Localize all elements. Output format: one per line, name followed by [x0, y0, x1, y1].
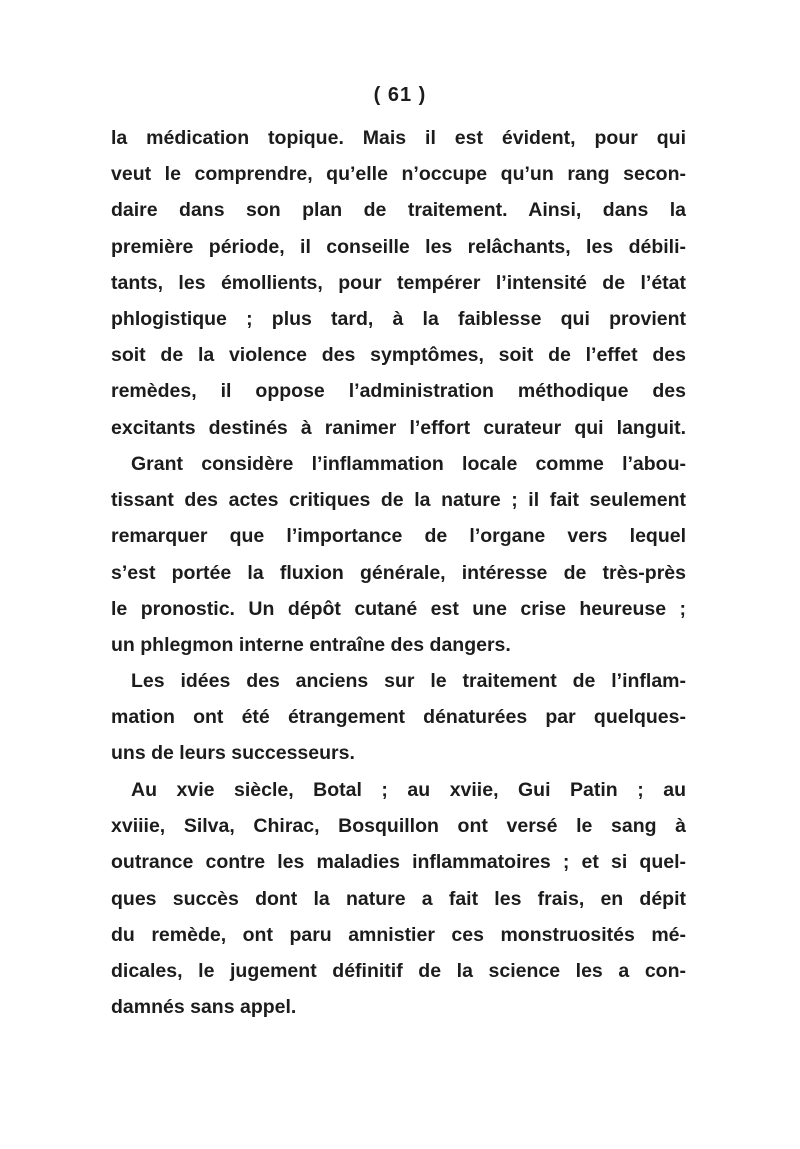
page-number: ( 61 )	[373, 84, 427, 106]
text-line: veut le comprendre, qu’elle n’occupe qu’un rang secon-	[111, 163, 686, 186]
text-line: s’est portée la fluxion générale, intéresse de très-près	[111, 561, 686, 584]
text-line: mation ont été étrangement dénaturées par quelques-	[111, 706, 686, 729]
text-line: outrance contre les maladies inflammatoires ; et si quel-	[111, 851, 686, 874]
paragraph-4	[111, 772, 686, 1025]
text-line: ques succès dont la nature a fait les frais, en dépit	[111, 887, 686, 910]
text-line: soit de la violence des symptômes, soit de l’effet des	[111, 344, 686, 367]
text-line: remèdes, il oppose l’administration méthodique des	[111, 380, 686, 403]
paragraph-2	[111, 446, 686, 663]
text-line: Grant considère l’inflammation locale comme l’abou-	[131, 453, 686, 475]
paragraph-1	[111, 120, 686, 446]
text-line: Les idées des anciens sur le traitement de l’inflam-	[131, 670, 686, 692]
text-line: le pronostic. Un dépôt cutané est une crise heureuse ;	[111, 597, 686, 620]
text-line: uns de leurs successeurs.	[111, 742, 355, 765]
text-line: Au xvie siècle, Botal ; au xviie, Gui Patin ; au	[131, 779, 686, 801]
text-line: damnés sans appel.	[111, 996, 297, 1019]
text-line: du remède, ont paru amnistier ces monstruosités mé-	[111, 923, 686, 946]
text-line: dicales, le jugement définitif de la science les a con-	[111, 959, 686, 982]
text-line: tissant des actes critiques de la nature ; il fait seulement	[111, 489, 686, 512]
text-line: daire dans son plan de traitement. Ainsi, dans la	[111, 199, 686, 222]
text-line: excitants destinés à ranimer l’effort curateur qui languit.	[111, 416, 686, 439]
text-line: xviiie, Silva, Chirac, Bosquillon ont versé le sang à	[111, 815, 686, 838]
text-line: remarquer que l’importance de l’organe vers lequel	[111, 525, 686, 548]
paragraph-3	[111, 663, 686, 772]
text-line: la médication topique. Mais il est évident, pour qui	[111, 127, 686, 149]
text-line: phlogistique ; plus tard, à la faiblesse qui provient	[111, 307, 686, 330]
text-line: première période, il conseille les relâchants, les débili-	[111, 235, 686, 258]
text-line: un phlegmon interne entraîne des dangers.	[111, 633, 511, 656]
text-line: tants, les émollients, pour tempérer l’intensité de l’état	[111, 271, 686, 294]
